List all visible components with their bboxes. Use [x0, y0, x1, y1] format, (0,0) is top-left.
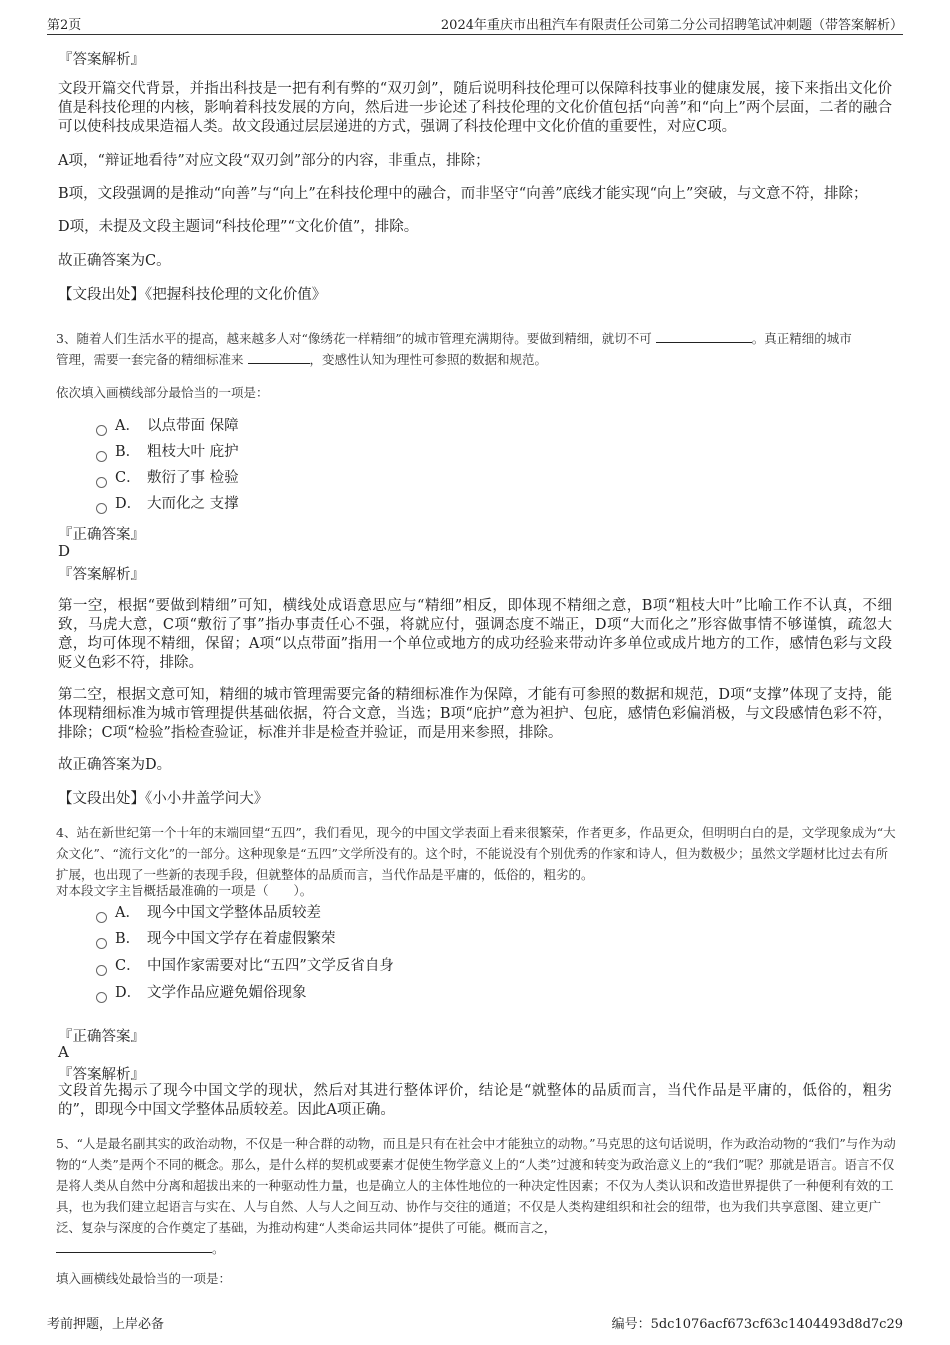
radio-icon[interactable] — [96, 477, 107, 488]
q4-correct-answer: A — [58, 1043, 69, 1061]
document-title: 2024年重庆市出租汽车有限责任公司第二分公司招聘笔试冲刺题（带答案解析） — [440, 18, 903, 33]
q4-analysis: 文段首先揭示了现今中国文学的现状，然后对其进行整体评价，结论是“就整体的品质而言，当代作品是平庸的，低俗的，粗劣的”，即现今中国文学整体品质较差。因此A项正确。 — [58, 1083, 892, 1118]
q3-correct-answer: D — [58, 542, 71, 560]
q4-option-a[interactable]: A． 现今中国文学整体品质较差 — [96, 903, 321, 923]
q3-stem: 3、随着人们生活水平的提高，越来越多人对“像绣花一样精细”的城市管理充满期待。要做到精细，就切不可 。真正精细的城市 管理，需要一套完备的精细标准来 ，变感性认知为理性可参照的数据和规范。 — [56, 331, 852, 367]
q4-option-b[interactable]: B． 现今中国文学存在着虚假繁荣 — [96, 929, 336, 949]
radio-icon[interactable] — [96, 938, 107, 949]
q2-conclusion: 故正确答案为C。 — [58, 253, 171, 269]
radio-icon[interactable] — [96, 425, 107, 436]
q5-stem: 5、“人是最名副其实的政治动物，不仅是一种合群的动物，而且是只有在社会中才能独立的动物。”马克思的这句话说明，作为政治动物的“我们”与作为动物的“人类”是两个不同的概念。那么，是什么样的契机或要素才促使生物学意义上的“人类”过渡和转变为政治意义上的“我们”呢？那就是语言。语言不仅是将人类从自然中分离和超拔出来的一种驱动性力量，也是确立人的主体性地位的一种决定性因素；不仅为人类认识和改造世界提供了一种便利有效的工具，也为我们建立起语言与实在、人与自然、人与人之间互动、协作与交往的通道；不仅是人类构建组织和社会的纽带，也为我们共享意图、建立更广泛、复杂与深度的合作奠定了基础，为推动构建“人类命运共同体”提供了可能。概而言之， 。 — [56, 1136, 896, 1256]
q4-stem: 4、站在新世纪第一个十年的末端回望“五四”，我们看见，现今的中国文学表面上看来很繁荣，作者更多，作品更众，但明明白白的是，文学现象成为“大众文化”、“流行文化”的一部分。这种现象是“五四”文学所没有的。这个时，不能说没有个别优秀的作家和诗人，但为数极少；虽然文学题材比过去有所扩展，也出现了一些新的表现手段，但就整体的品质而言，当代作品是平庸的，低俗的，粗劣的。 — [56, 825, 896, 882]
q5-prompt: 填入画横线处最恰当的一项是： — [56, 1271, 232, 1286]
radio-icon[interactable] — [96, 965, 107, 976]
q3-prompt: 依次填入画横线部分最恰当的一项是： — [56, 385, 269, 400]
q2-source: 【文段出处】《把握科技伦理的文化价值》 — [58, 287, 327, 303]
q2-analysis: 文段开篇交代背景，并指出科技是一把有利有弊的“双刃剑”，随后说明科技伦理可以保障科技事业的健康发展，接下来指出文化价值是科技伦理的内核，影响着科技发展的方向，然后进一步论述了科技伦理的文化价值包括“向善”和“向上”两个层面，二者的融合可以使科技成果造福人类。故文段通过层层递进的方式，强调了科技伦理中文化价值的重要性，对应C项。 — [58, 81, 892, 135]
page-header — [47, 12, 903, 35]
q3-option-d[interactable]: D． 大而化之 支撑 — [96, 494, 239, 514]
analysis-heading: 『答案解析』 — [58, 52, 145, 68]
q2-option-d-note: D项，未提及文段主题词“科技伦理”“文化价值”，排除。 — [58, 219, 419, 235]
blank-line — [248, 350, 310, 364]
q3-conclusion: 故正确答案为D。 — [58, 757, 172, 773]
q4-prompt: 对本段文字主旨概括最准确的一项是（ ）。 — [56, 883, 313, 898]
q3-option-a[interactable]: A． 以点带面 保障 — [96, 416, 239, 436]
q3-analysis-2: 第二空，根据文意可知，精细的城市管理需要完备的精细标准作为保障，才能有可参照的数据和规范，D项“支撑”体现了支持，能体现精细标准为城市管理提供基础依据，符合文意，当选；B项“庇护”意为袒护、包庇，感情色彩偏消极，与文段感情色彩不符，排除；C项“检验”指检查验证，标准并非是检查并验证，而是用来参照，排除。 — [58, 687, 892, 741]
page-number: 第2页 — [47, 18, 82, 33]
radio-icon[interactable] — [96, 451, 107, 462]
q3-option-c[interactable]: C． 敷衍了事 检验 — [96, 468, 239, 488]
blank-line — [56, 1239, 212, 1253]
analysis-heading: 『答案解析』 — [58, 1067, 145, 1083]
q3-analysis-1: 第一空，根据“要做到精细”可知，横线处成语意思应与“精细”相反，即体现不精细之意，B项“粗枝大叶”比喻工作不认真，不细致，马虎大意，C项“敷衍了事”指办事责任心不强，将就应付，强调态度不端正，D项“大而化之”形容做事情不够谨慎，疏忽大意，均可体现不精细，保留；A项“以点带面”指用一个单位或地方的成功经验来带动许多单位或成片地方的工作，感情色彩与文段贬义色彩不符，排除。 — [58, 598, 892, 671]
correct-answer-heading: 『正确答案』 — [58, 1029, 145, 1045]
analysis-heading: 『答案解析』 — [58, 567, 145, 583]
radio-icon[interactable] — [96, 912, 107, 923]
radio-icon[interactable] — [96, 992, 107, 1003]
footer-serial: 编号：5dc1076acf673cf63c1404493d8d7c29 — [611, 1317, 903, 1332]
q3-source: 【文段出处】《小小井盖学问大》 — [58, 791, 269, 807]
correct-answer-heading: 『正确答案』 — [58, 527, 145, 543]
q4-option-c[interactable]: C． 中国作家需要对比“五四”文学反省自身 — [96, 956, 394, 976]
radio-icon[interactable] — [96, 503, 107, 514]
blank-line — [656, 329, 752, 343]
footer-slogan: 考前押题，上岸必备 — [47, 1317, 165, 1332]
q2-option-b-note: B项，文段强调的是推动“向善”与“向上”在科技伦理中的融合，而非坚守“向善”底线才能实现“向上”突破，与文意不符，排除； — [58, 186, 868, 202]
q4-option-d[interactable]: D． 文学作品应避免媚俗现象 — [96, 983, 307, 1003]
q2-option-a-note: A项，“辩证地看待”对应文段“双刃剑”部分的内容，非重点，排除； — [58, 153, 490, 169]
q3-option-b[interactable]: B． 粗枝大叶 庇护 — [96, 442, 239, 462]
